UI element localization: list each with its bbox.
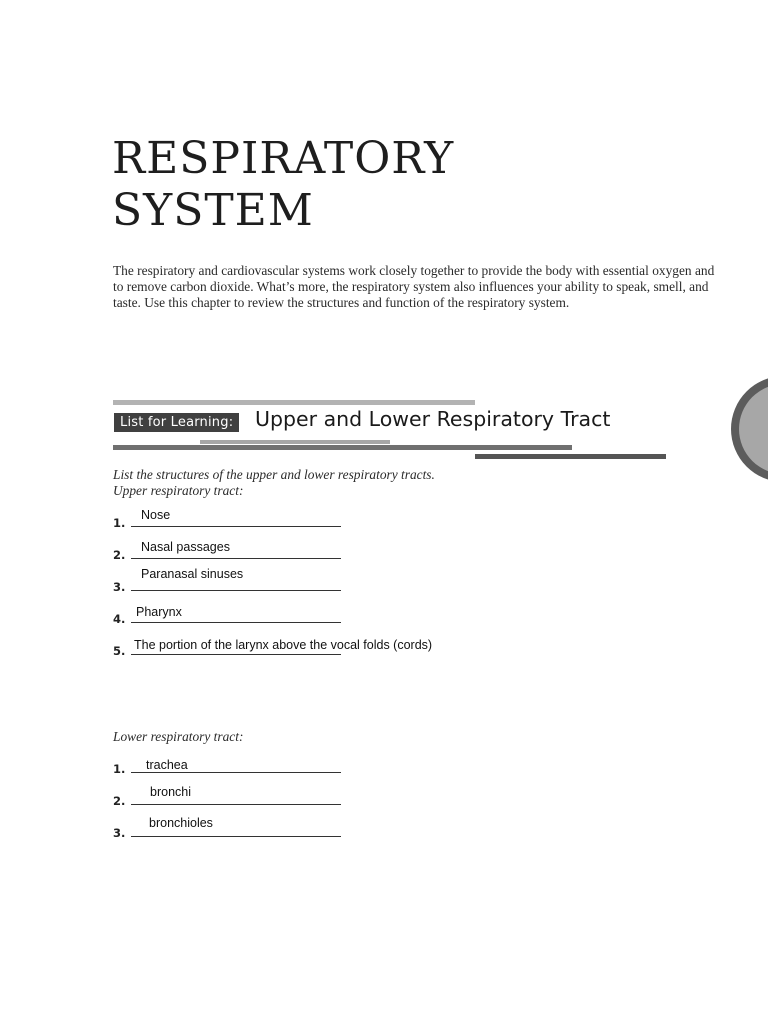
- answer-line: [131, 558, 341, 559]
- item-number: 3.: [113, 826, 126, 840]
- answer-text: Nose: [141, 508, 171, 522]
- item-number: 1.: [113, 516, 126, 530]
- answer-text: Pharynx: [136, 605, 182, 619]
- chapter-title-line-2: SYSTEM: [112, 185, 314, 236]
- item-number: 2.: [113, 548, 126, 562]
- answer-text: bronchi: [150, 785, 191, 799]
- item-number: 1.: [113, 762, 126, 776]
- item-number: 4.: [113, 612, 126, 626]
- answer-line: [131, 590, 341, 591]
- decorative-rule-middle: [113, 445, 572, 450]
- answer-line: [131, 654, 341, 655]
- decorative-rule-bottom: [475, 454, 666, 459]
- answer-line: [131, 526, 341, 527]
- answer-line: [131, 622, 341, 623]
- answer-text: Nasal passages: [141, 540, 230, 554]
- section-instruction: List the structures of the upper and lower respiratory tracts.: [113, 467, 435, 482]
- decorative-rule-top: [113, 400, 475, 405]
- answer-text: bronchioles: [149, 816, 213, 830]
- chapter-title: [112, 133, 454, 237]
- chapter-intro: The respiratory and cardiovascular systems work closely together to provide the body with essential oxygen and to remove carbon dioxide. What’s more, the respiratory system also influences your ability to speak, smell, and taste. Use this chapter to review the structures and function of the respiratory system.: [113, 263, 715, 310]
- item-number: 3.: [113, 580, 126, 594]
- item-number: 2.: [113, 794, 126, 808]
- section-tag: List for Learning:: [114, 413, 239, 432]
- chapter-title-line-1: RESPIRATORY: [112, 133, 455, 184]
- item-number: 5.: [113, 644, 126, 658]
- answer-text: Paranasal sinuses: [141, 567, 244, 581]
- answer-line: [131, 772, 341, 773]
- lower-tract-label: Lower respiratory tract:: [113, 729, 244, 744]
- answer-text: trachea: [146, 758, 188, 772]
- answer-line: [131, 836, 341, 837]
- answer-line: [131, 804, 341, 805]
- decorative-rule-accent: [200, 440, 390, 444]
- answer-text: The portion of the larynx above the vocal folds (cords): [134, 638, 433, 652]
- upper-tract-label: Upper respiratory tract:: [113, 483, 244, 498]
- section-heading: Upper and Lower Respiratory Tract: [255, 407, 611, 431]
